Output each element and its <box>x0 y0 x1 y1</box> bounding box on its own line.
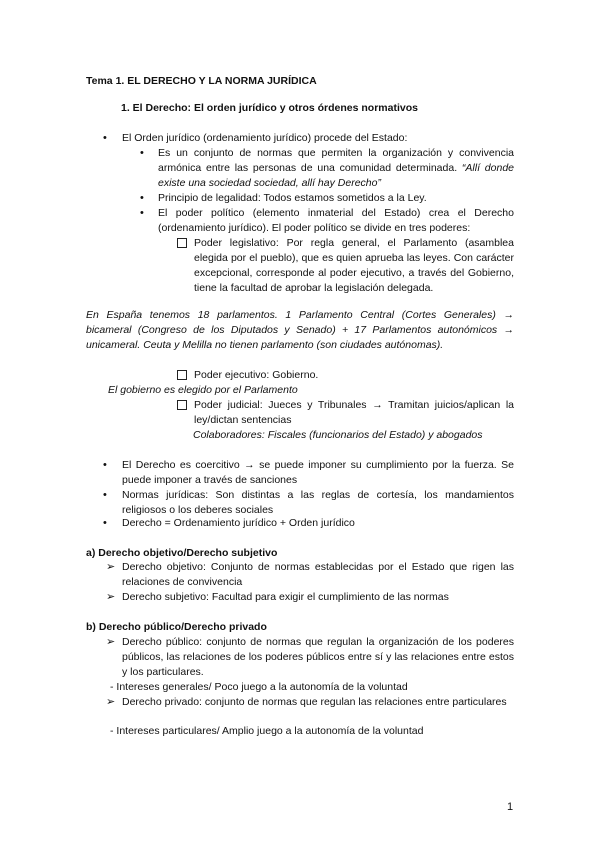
checkbox-icon <box>177 238 187 248</box>
colaboradores-note: Colaboradores: Fiscales (funcionarios del Estado) y abogados <box>193 429 483 441</box>
bullet-icon: • <box>103 459 107 471</box>
bullet-icon: • <box>103 489 107 501</box>
document-title: Tema 1. EL DERECHO Y LA NORMA JURÍDICA <box>86 75 317 87</box>
bullet-icon: • <box>140 192 144 204</box>
definicion-main: Es un conjunto de normas que permiten la organización y convivencia armónica entre las personas de una comunidad determinada. <box>158 147 514 174</box>
derecho-subjetivo-text: Derecho subjetivo: Facultad para exigir el cumplimiento de las normas <box>122 591 449 603</box>
poder-politico-text: El poder político (elemento inmaterial del Estado) crea el Derecho (ordenamiento jurídico). El poder político se divide en tres poderes: <box>158 207 514 234</box>
arrow-bullet-icon: ➢ <box>106 561 116 573</box>
checkbox-icon <box>177 370 187 380</box>
espana-note: En España tenemos 18 parlamentos. 1 Parlamento Central (Cortes Generales) → bicameral (Congreso de los Diputados y Senado) + 17 Parlamentos autonómicos → unicameral. Ceuta y Melilla no tienen parlamento (son ciudades autónomas). <box>86 309 514 351</box>
arrow-bullet-icon: ➢ <box>106 591 116 603</box>
derecho-publico-text: Derecho público: conjunto de normas que regulan la organización de los poderes públicos, las relaciones de los poderes públicos entre sí y las relaciones entre estos y los particulares. <box>122 636 514 678</box>
definicion-quote: “Allí donde existe una sociedad sociedad, allí hay Derecho” <box>158 162 514 189</box>
section-a-heading: a) Derecho objetivo/Derecho subjetivo <box>86 547 278 559</box>
bullet-icon: • <box>103 132 107 144</box>
bullet-icon: • <box>103 517 107 529</box>
bullet-icon: • <box>140 207 144 219</box>
bullet-icon: • <box>140 147 144 159</box>
checkbox-icon <box>177 400 187 410</box>
poder-legislativo-text: Poder legislativo: Por regla general, el Parlamento (asamblea elegida por el pueblo), que es quien aprueba las leyes. Con carácter excepcional, corresponde al poder ejecutivo, a través del Gobierno, tiene la facultad de aprobar la legislación delegada. <box>194 237 514 294</box>
legalidad-text: Principio de legalidad: Todos estamos sometidos a la Ley. <box>158 192 427 204</box>
derecho-equation: Derecho = Ordenamiento jurídico + Orden jurídico <box>122 517 355 529</box>
derecho-privado-text: Derecho privado: conjunto de normas que regulan las relaciones entre particulares <box>122 696 507 708</box>
orden-juridico-text: El Orden jurídico (ordenamiento jurídico) procede del Estado: <box>122 132 408 144</box>
gobierno-note: El gobierno es elegido por el Parlamento <box>108 384 298 396</box>
section-1-heading: 1. El Derecho: El orden jurídico y otros órdenes normativos <box>121 102 418 114</box>
poder-judicial-text: Poder judicial: Jueces y Tribunales → Tramitan juicios/aplican la ley/dictan sentencias <box>194 399 514 426</box>
normas-juridicas-text: Normas jurídicas: Son distintas a las reglas de cortesía, los mandamientos religiosos o los deberes sociales <box>122 489 514 516</box>
page-number: 1 <box>507 801 514 813</box>
definicion-text <box>158 146 514 191</box>
intereses-generales-text: - Intereses generales/ Poco juego a la autonomía de la voluntad <box>110 681 408 693</box>
arrow-bullet-icon: ➢ <box>106 696 116 708</box>
derecho-objetivo-text: Derecho objetivo: Conjunto de normas establecidas por el Estado que rigen las relaciones de convivencia <box>122 561 514 588</box>
intereses-particulares-text: - Intereses particulares/ Amplio juego a la autonomía de la voluntad <box>110 725 424 737</box>
coercitivo-text: El Derecho es coercitivo → se puede imponer su cumplimiento por la fuerza. Se puede imponer a través de sanciones <box>122 459 514 486</box>
section-b-heading: b) Derecho público/Derecho privado <box>86 621 267 633</box>
poder-ejecutivo-text: Poder ejecutivo: Gobierno. <box>194 369 319 381</box>
arrow-bullet-icon: ➢ <box>106 636 116 648</box>
